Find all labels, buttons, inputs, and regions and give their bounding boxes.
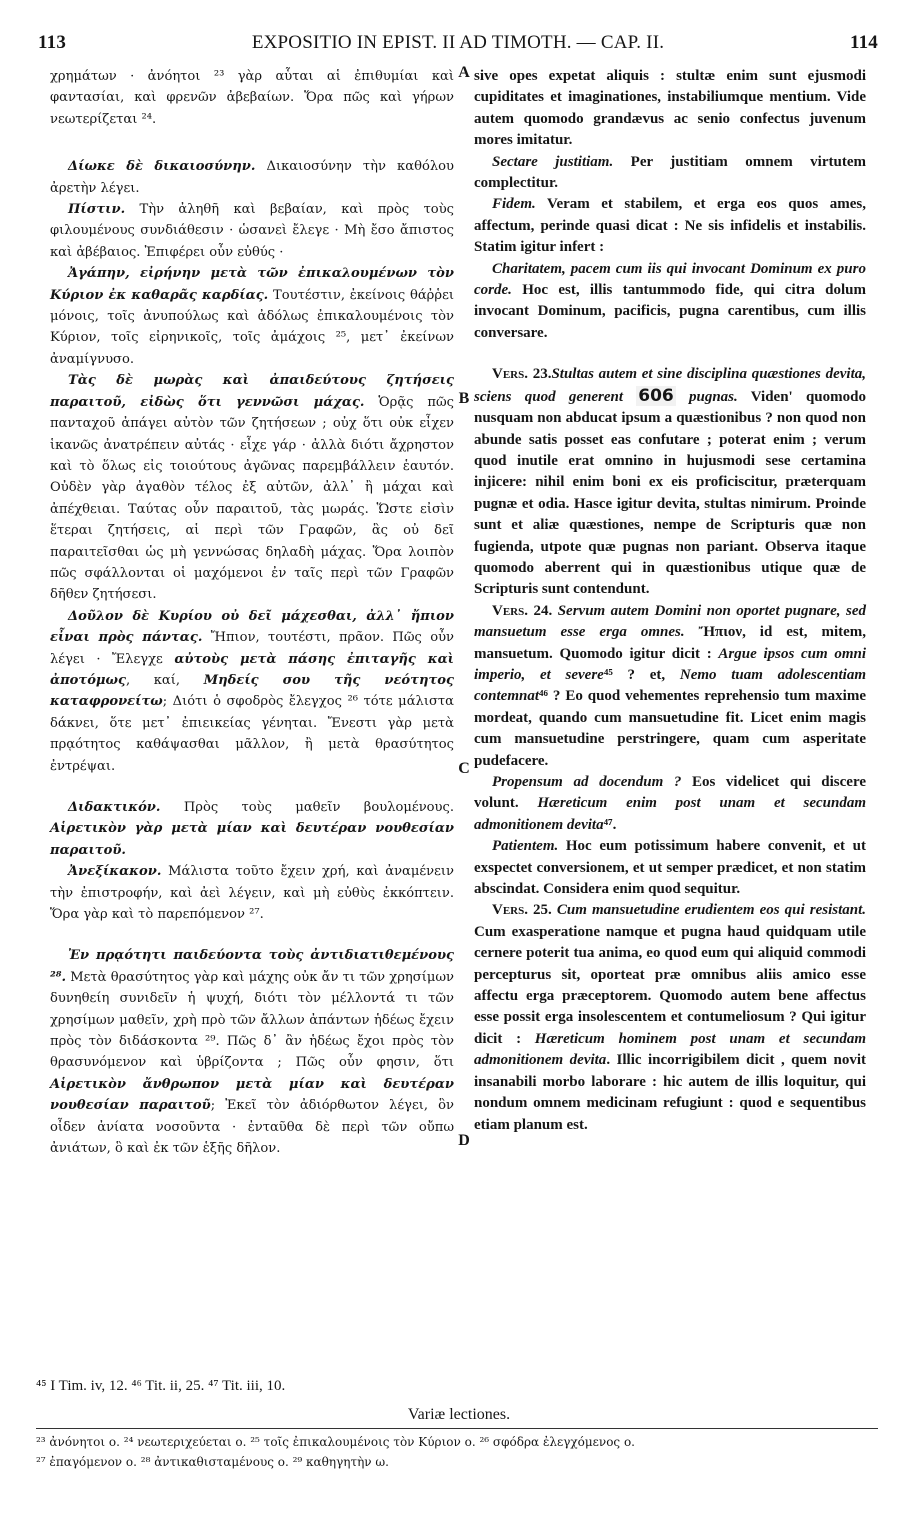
- greek-paragraph: Διδακτικόν. Πρὸς τοὺς μαθεῖν βουλομένους. Αἱρετικὸν γὰρ μετὰ μίαν καὶ δευτέραν νουθεσίαν παραιτοῦ.: [50, 800, 454, 858]
- latin-paragraph: sive opes expetat aliquis : stultæ enim sunt ejusmodi cupiditates et imaginationes, instabiliumque mentium. Vide autem quomodo grandævus ac senio confectus juvenum mores imitatur.: [474, 68, 866, 149]
- margin-letter-a: A: [458, 64, 470, 81]
- page-number-right: 114: [849, 32, 878, 53]
- variae-line: ²³ ἀνόνητοι ο. ²⁴ νεωτεριχεύεται ο. ²⁵ τοῖς ἐπικαλουμένοις τὸν Κύριον ο. ²⁶ σφόδρα ἐλεγχόμενος ο.: [36, 1435, 635, 1449]
- greek-lemma: Ἀνεξίκακον.: [68, 864, 162, 880]
- latin-lemma: Sectare justitiam.: [492, 153, 614, 170]
- running-title: EXPOSITIO IN EPIST. II AD TIMOTH. — CAP. II.: [251, 32, 665, 53]
- margin-letter-d: D: [458, 1132, 470, 1149]
- latin-lemma: Stultas autem et sine disciplina quæstiones devita, sciens quod generent: [474, 366, 866, 405]
- greek-paragraph: Πίστιν. Τὴν ἀληθῆ καὶ βεβαίαν, καὶ πρὸς τοὺς φιλουμένους συνδιάθεσιν · ὡσανεὶ ἔλεγε · Μὴ ἔσο ἄπιστος καὶ ἀβέβαιος. Ἐπιφέρει οὖν εὐθύς ·: [50, 202, 454, 260]
- latin-lemma: Charitatem, pacem cum iis qui invocant Dominum ex puro corde.: [474, 260, 866, 299]
- greek-lemma: Πίστιν.: [68, 202, 126, 218]
- greek-paragraph: χρημάτων · ἀνόητοι ²³ γὰρ αὗται αἱ ἐπιθυμίαι καὶ φαντασίαι, καὶ φρενῶν ἀβεβαίων. Ὅρα πῶς καὶ γήρων νεωτερίζεται ²⁴.: [50, 69, 454, 127]
- greek-paragraph: Δοῦλον δὲ Κυρίου οὐ δεῖ μάχεσθαι, ἀλλ᾽ ἤπιον εἶναι πρὸς πάντας. Ἤπιον, τουτέστι, πρᾶον. Πῶς οὖν λέγει · Ἔλεγχε αὐτοὺς μετὰ πάσης ἐπιταγῆς καὶ ἀποτόμως, καί, Μηδείς σου τῆς νεότητος καταφρονείτω; Διότι ὁ σφοδρὸς ἔλεγχος ²⁶ τότε μάλιστα δάκνει, ὅτε μετ᾽ ἐπιεικείας γένηται. Ἔνεστι γὰρ μετὰ πρᾳότητος καθάψασθαι μᾶλλον, ἢ μετὰ θρασύτητος ἐντρέψαι.: [50, 608, 454, 774]
- latin-paragraph: Fidem. Veram et stabilem, et erga eos quos ames, affectum, perinde quasi dicat : Ne sis infidelis et instabilis. Statim igitur infert :: [474, 196, 867, 256]
- greek-paragraph: Ἐν πρᾳότητι παιδεύοντα τοὺς ἀντιδιατιθεμένους ²⁸. Μετὰ θρασύτητος γὰρ καὶ μάχης οὐκ ἄν τι τῶν χρησίμων δυνηθείη συνιδεῖν ἡ ψυχή, διότι τὸν μέλλοντά τι τῶν χρησίμων μαθεῖν, χρὴ πρὸ τῶν ἄλλων ἀπάντων ἡδέως ἔχειν πρὸς τὸν διδάσκοντα ²⁹. Πῶς δ᾽ ἂν ἡδέως ἔχοι πρὸς τὸν θρασυνόμενον καὶ ὑβρίζοντα ; Πῶς οὖν φησιν, ὅτι Αἱρετικὸν ἄνθρωπον μετὰ μίαν καὶ δευτέραν νουθεσίαν παραιτοῦ; Ἐκεῖ τὸν ἀδιόρθωτον λέγει, ὃν οἶδεν ἀνίατα νοσοῦντα · ἐνταῦθα δὲ περὶ τῶν οὔπω ἀνιάτων, ὃ καὶ ἐκ τῶν ἑξῆς δῆλον.: [50, 948, 455, 1157]
- greek-lemma: Δοῦλον δὲ Κυρίου οὐ δεῖ μάχεσθαι, ἀλλ᾽ ἤπιον εἶναι πρὸς πάντας.: [50, 608, 454, 646]
- margin-letter-b: B: [458, 390, 470, 407]
- greek-lemma: Τὰς δὲ μωρὰς καὶ ἀπαιδεύτους ζητήσεις παραιτοῦ, εἰδὼς ὅτι γεννῶσι μάχας.: [50, 373, 454, 410]
- variae-lectiones-list: [36, 1432, 878, 1472]
- greek-lemma: Ἀγάπην, εἰρήνην μετὰ τῶν ἐπικαλουμένων τὸν Κύριον ἐκ καθαρᾶς καρδίας.: [50, 266, 454, 303]
- variae-line: ²⁷ ἐπαγόμενον ο. ²⁸ ἀντικαθισταμένους ο. ²⁹ καθηγητὴν ω.: [36, 1455, 389, 1469]
- latin-lemma: Propensum ad docendum ?: [492, 774, 682, 790]
- latin-lemma: Fidem.: [492, 196, 536, 213]
- latin-lemma: Servum autem Domini non oportet pugnare, sed mansuetum esse erga omnes.: [474, 602, 867, 641]
- verse-label: Vers. 25.: [492, 902, 552, 919]
- latin-paragraph: Vers. 25. Cum mansuetudine erudientem eos qui resistant. Cum exasperatione namque et pugna haud quidquam utile cernere poterit tua anima, eo quod eum qui aliquid commodi percepturus sit, oporteat præ omnibus aliis amico esse affectu erga præceptorem. Quomodo autem bene affectus esse possit erga insolescentem et contumeliosum ? Qui igitur dicit : Hæreticum hominem post unam et secundam admonitionem devita. Illic incorrigibilem dicit , quem novit insanabili morbo laborare : hic autem de illis loquitur, qui nondum omnem medicinam refugiunt : quod e sequentibus etiam planum est.: [474, 902, 867, 1133]
- latin-paragraph: Charitatem, pacem cum iis qui invocant Dominum ex puro corde. Hoc est, illis tantummodo fide, qui citra dolum invocant Dominum, pacificis, pugna carentibus, cum illis conversare.: [474, 260, 867, 341]
- latin-paragraph: Propensum ad docendum ? Eos videlicet qui discere volunt. Hæreticum enim post unam et secundam admonitionem devita⁴⁷.: [474, 774, 866, 833]
- divider: [36, 1428, 878, 1429]
- running-header: [38, 32, 878, 62]
- latin-column: [474, 66, 866, 1136]
- variae-lectiones-title: Variæ lectiones.: [407, 1406, 511, 1423]
- greek-paragraph: Δίωκε δὲ δικαιοσύνην. Δικαιοσύνην τὴν καθόλου ἀρετὴν λέγει.: [50, 159, 454, 196]
- latin-lemma: Cum mansuetudine erudientem eos qui resistant.: [556, 902, 867, 919]
- latin-paragraph: Vers. 23.Stultas autem et sine disciplina quæstiones devita, sciens quod generent 606 pugnas. Viden' quomodo nusquam non abducat ipsum a quæstionibus ? non quod non abunde satis posset eas confutare ; poterat enim ; verum quod inutile erat omnino in hujusmodi sese certamina injicere: nihil enim boni ex eis proficiscitur, præterquam pugnæ et odia. Hasce igitur devita, stultas nimirum. Proinde sunt et aliæ quæstiones, nempe de Scripturis quæ non fugienda, utpote quæ pugnas non pariant. Observa itaque quomodo aberrent qui in quæstionibus utique quæ de Scripturis sunt contendunt.: [474, 366, 866, 598]
- latin-paragraph: Patientem. Hoc eum potissimum habere convenit, et ut exspectet conversionem, et ut semper prædicet, et non statim abscindat. Considera enim quod sequitur.: [474, 838, 866, 898]
- verse-label: Vers. 23.: [492, 366, 552, 383]
- greek-paragraph: Ἀγάπην, εἰρήνην μετὰ τῶν ἐπικαλουμένων τὸν Κύριον ἐκ καθαρᾶς καρδίας. Τουτέστιν, ἐκείνοις θάῤῥει μόνοις, τοῖς ἀνυπούλως καὶ ἀδόλως ἐπικαλουμένοις τὸν Κύριον, τοῖς εἰρηνικοῖς, τοῖς ἀμάχοις ²⁵, μετ᾽ ἐκείνων ἀναμίγνυσο.: [50, 266, 454, 367]
- column-number: 606: [638, 385, 674, 406]
- greek-paragraph: Τὰς δὲ μωρὰς καὶ ἀπαιδεύτους ζητήσεις παραιτοῦ, εἰδὼς ὅτι γεννῶσι μάχας. Ὁρᾷς πῶς πανταχοῦ ἀπάγει αὐτὸν τῶν ζητήσεων ; οὐχ ὅτι οὐκ εἶχεν ἱκανῶς ἀνατρέπειν αὐτάς · εἶχε γάρ · ἀλλὰ διότι ἄχρηστον καὶ τὸ ὅλως εἰς τοιούτους ἀγῶνας παρεμβάλλειν ἑαυτόν. Οὐδὲν γὰρ ἀγαθὸν τέλος ἐξ αὐτῶν, ἀλλ᾽ ἢ μάχαι καὶ ἀπέχθειαι. Ταύτας οὖν παραιτοῦ, τὰς μωράς. Ὥστε εἰσὶν ἕτεραι ζητήσεις, αἱ περὶ τῶν Γραφῶν, ἃς οὐ δεῖ παραιτεῖσθαι ὡς μὴ γεννώσας δηλαδὴ μάχας. Ὅρα λοιπὸν πῶς σφάλλονται οἱ μαχόμενοι ἐν ταῖς περὶ τῶν Γραφῶν δῆθεν ζητήσεσι.: [50, 373, 454, 603]
- greek-lemma: Διδακτικόν.: [68, 800, 161, 815]
- latin-lemma: Patientem.: [492, 838, 559, 855]
- greek-lemma: Ἐν πρᾳότητι παιδεύοντα τοὺς ἀντιδιατιθεμένους ²⁸.: [50, 948, 454, 985]
- greek-lemma: Δίωκε δὲ δικαιοσύνην.: [68, 159, 256, 175]
- greek-paragraph: Ἀνεξίκακον. Μάλιστα τοῦτο ἔχειν χρή, καὶ ἀναμένειν τὴν ἐπιστροφήν, καὶ ἀεὶ λέγειν, καὶ μὴ εὐθὺς ἐκκόπτειν. Ὅρα γὰρ καὶ τὸ παρεπόμενον ²⁷.: [50, 864, 454, 923]
- margin-letter-c: C: [458, 760, 470, 777]
- latin-paragraph: Vers. 24. Servum autem Domini non oportet pugnare, sed mansuetum esse erga omnes. Ἤπιον, id est, mitem, mansuetum. Quomodo igitur dicit : Argue ipsos cum omni imperio, et severe⁴⁵ ? et, Nemo tuam adolescentiam contemnat⁴⁶ ? Eo quod vehementes reprehensio tum maxime mordeat, quando cum mansuetudine fit. Licet enim magis cum mansuetudine perstringere, quam cum asperitate pudefacere.: [474, 602, 867, 769]
- latin-paragraph: Sectare justitiam. Per justitiam omnem virtutem complectitur.: [474, 153, 866, 192]
- verse-label: Vers. 24.: [492, 602, 553, 619]
- page-number-left: 113: [38, 32, 67, 53]
- greek-column: [50, 66, 454, 1160]
- footnotes: ⁴⁵ I Tim. iv, 12. ⁴⁶ Tit. ii, 25. ⁴⁷ Tit. iii, 10.: [36, 1378, 286, 1394]
